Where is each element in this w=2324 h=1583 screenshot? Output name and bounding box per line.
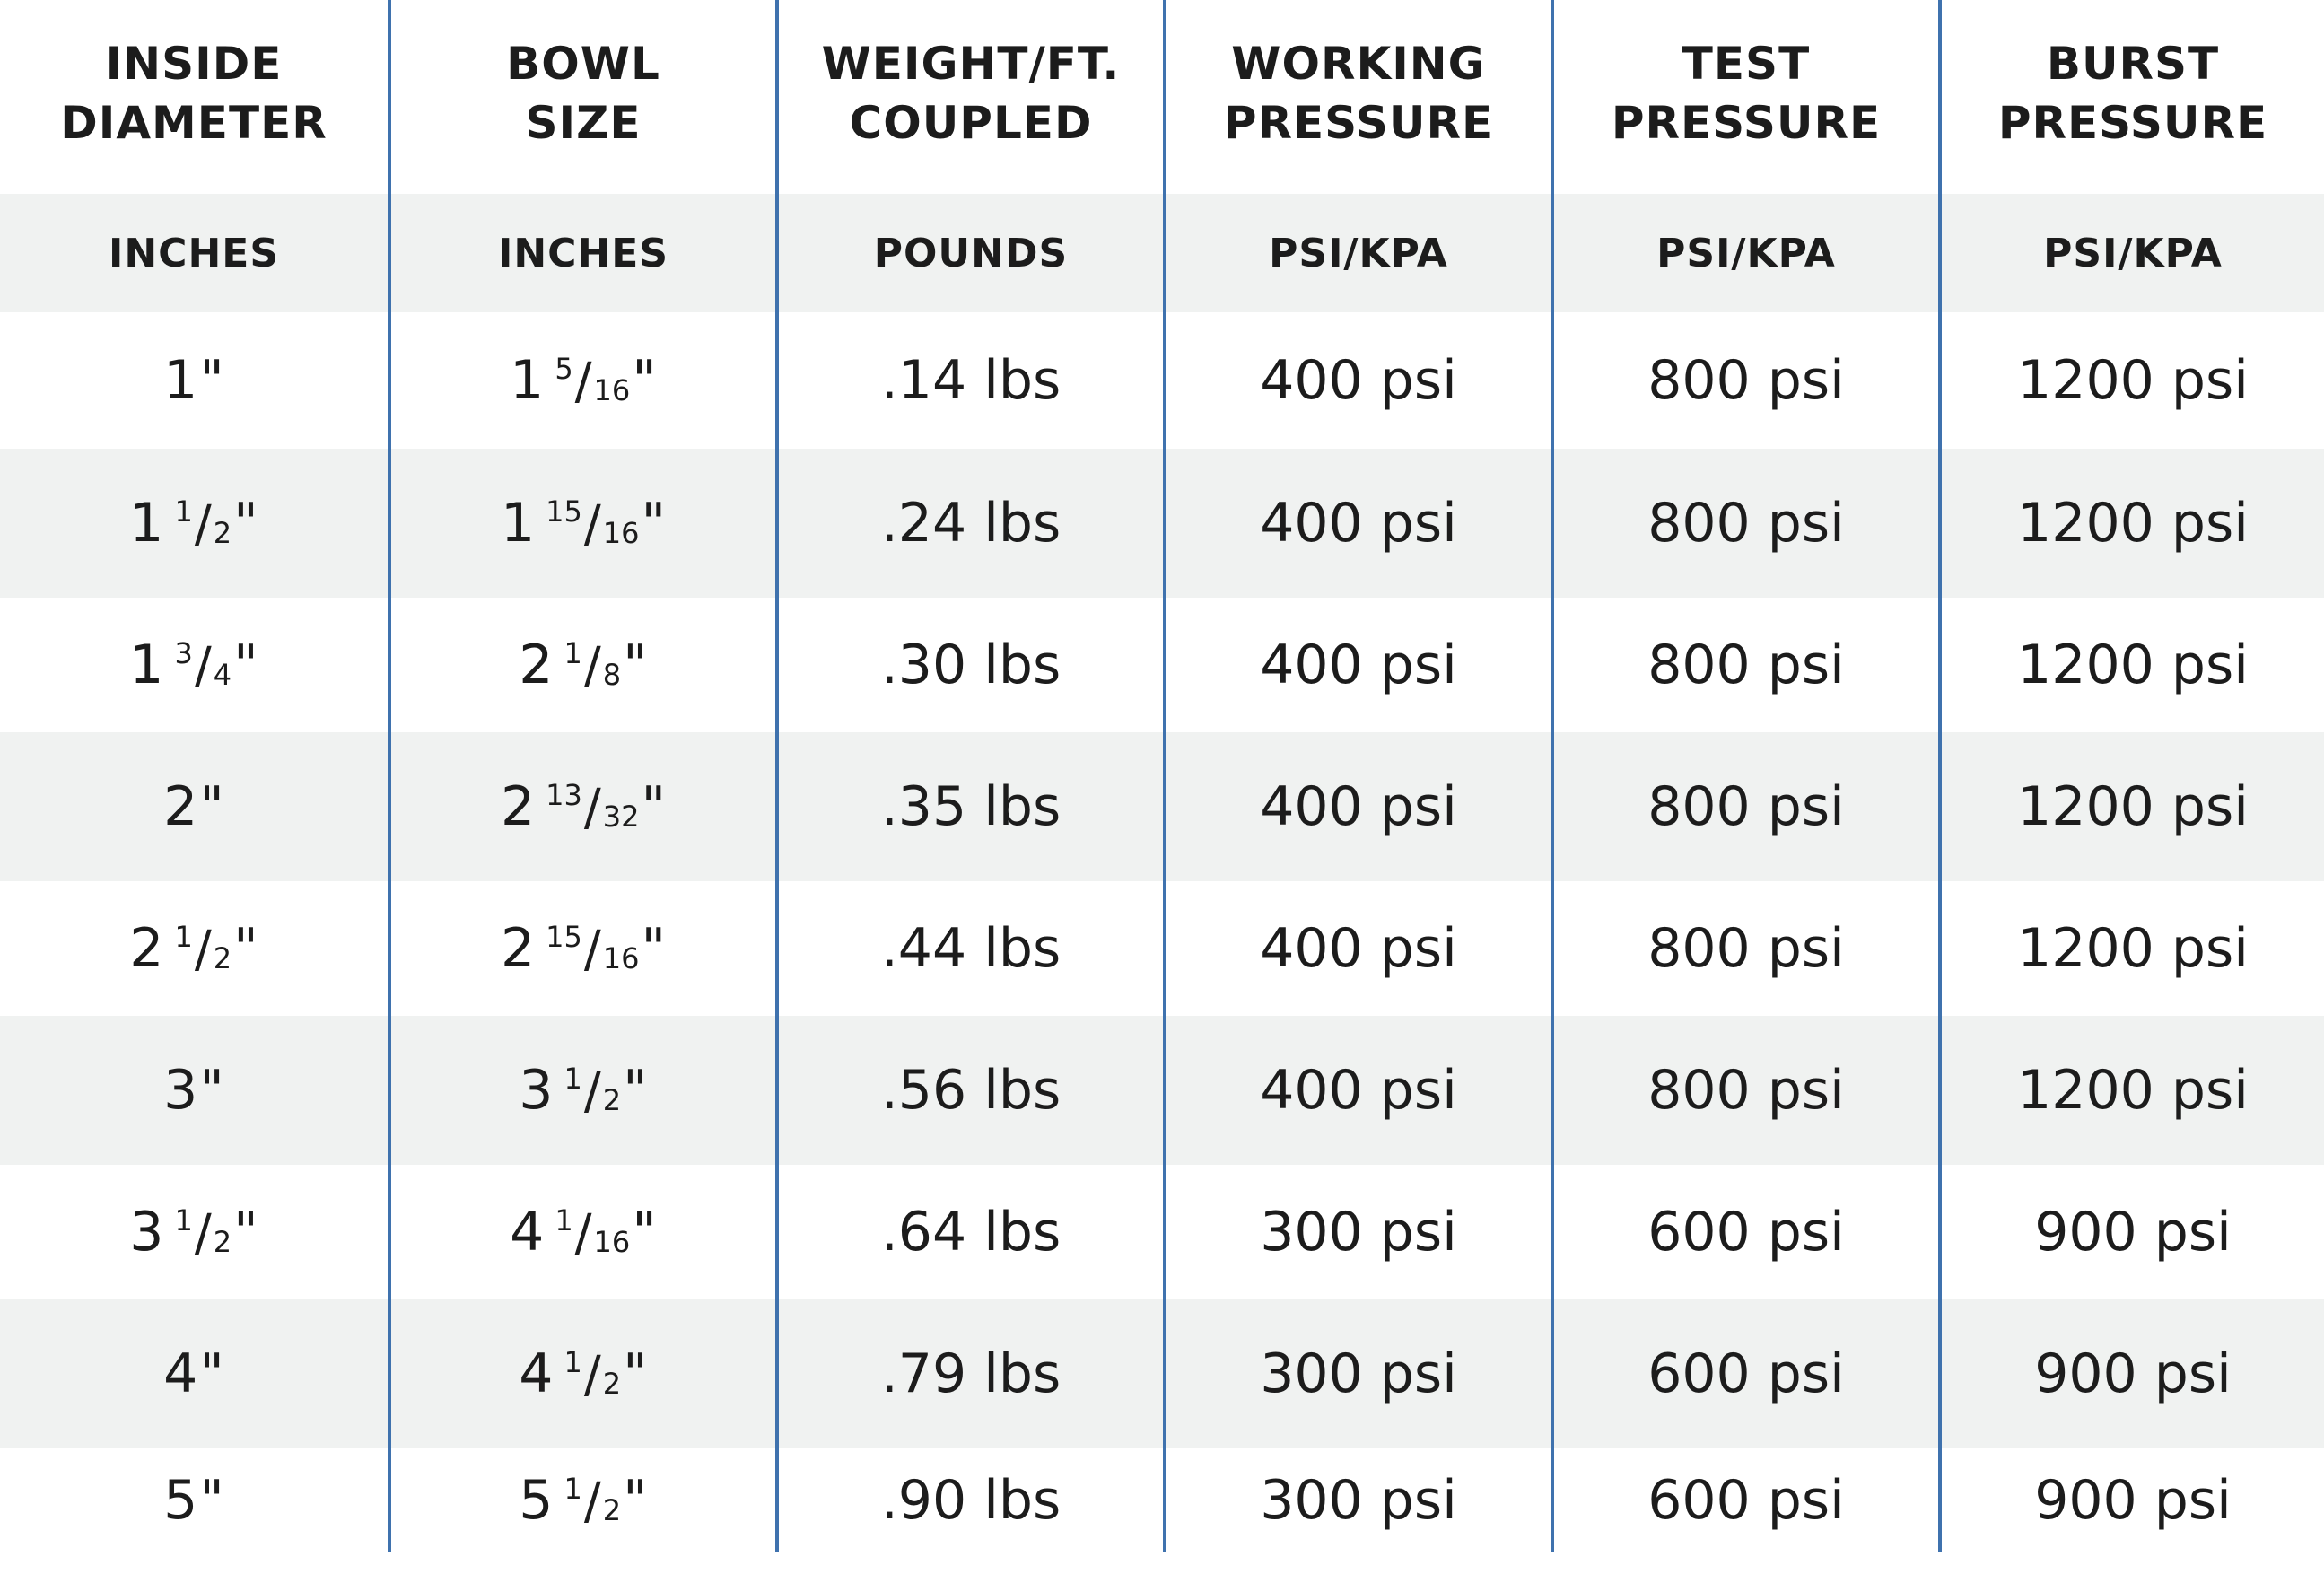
whole-number: 2 — [519, 634, 554, 696]
whole-number: 2 — [500, 917, 536, 980]
inch-mark: " — [623, 634, 648, 696]
header-weight-per-ft: WEIGHT/FT. COUPLED — [775, 0, 1163, 194]
cell-bowl-size — [388, 1016, 775, 1165]
cell-burst-pressure: 1200 psi — [1938, 732, 2324, 881]
cell-test-pressure: 600 psi — [1551, 1165, 1938, 1299]
whole-number: 1 — [163, 349, 198, 412]
whole-number: 5 — [519, 1469, 554, 1532]
cell-burst-pressure: 1200 psi — [1938, 449, 2324, 598]
fraction — [564, 634, 621, 696]
cell-bowl-size — [388, 1299, 775, 1448]
fraction-slash: / — [194, 495, 212, 554]
fraction-denominator: 2 — [602, 1493, 622, 1527]
whole-number: 3 — [129, 1201, 164, 1264]
whole-number: 4 — [163, 1342, 198, 1405]
fraction-slash: / — [583, 495, 601, 554]
cell-inside-diameter — [0, 1165, 388, 1299]
cell-weight: .24 lbs — [775, 449, 1163, 598]
cell-burst-pressure: 1200 psi — [1938, 312, 2324, 449]
inch-mark: " — [199, 1059, 224, 1122]
inch-mark: " — [233, 492, 258, 555]
unit-test-pressure: PSI/KPA — [1551, 194, 1938, 312]
unit-bowl-size: INCHES — [388, 194, 775, 312]
cell-test-pressure: 600 psi — [1551, 1299, 1938, 1448]
cell-burst-pressure: 900 psi — [1938, 1448, 2324, 1552]
fraction-numerator: 1 — [564, 1345, 582, 1379]
cell-working-pressure: 400 psi — [1163, 881, 1551, 1016]
inch-mark: " — [623, 1342, 648, 1405]
fraction-denominator: 32 — [602, 800, 640, 834]
whole-number: 1 — [510, 349, 545, 412]
cell-inside-diameter — [0, 881, 388, 1016]
fraction-numerator: 3 — [174, 636, 193, 670]
fraction-slash: / — [583, 779, 601, 837]
cell-inside-diameter — [0, 449, 388, 598]
fraction-denominator: 2 — [602, 1083, 622, 1117]
cell-test-pressure: 800 psi — [1551, 881, 1938, 1016]
fraction — [555, 1201, 630, 1264]
header-bowl-size: BOWL SIZE — [388, 0, 775, 194]
cell-burst-pressure: 900 psi — [1938, 1299, 2324, 1448]
header-inside-diameter: INSIDE DIAMETER — [60, 38, 328, 149]
cell-weight: .14 lbs — [775, 312, 1163, 449]
cell-working-pressure: 400 psi — [1163, 449, 1551, 598]
fraction-slash: / — [574, 1204, 592, 1263]
inch-mark: " — [641, 917, 667, 980]
unit-burst-pressure: PSI/KPA — [1938, 194, 2324, 312]
cell-test-pressure: 800 psi — [1551, 1016, 1938, 1165]
cell-inside-diameter — [0, 1299, 388, 1448]
cell-burst-pressure: 1200 psi — [1938, 598, 2324, 732]
unit-weight: POUNDS — [775, 194, 1163, 312]
cell-weight: .90 lbs — [775, 1448, 1163, 1552]
cell-inside-diameter — [0, 312, 388, 449]
fraction — [555, 349, 630, 412]
inch-mark: " — [623, 1059, 648, 1122]
cell-working-pressure: 300 psi — [1163, 1299, 1551, 1448]
fraction-slash: / — [583, 1346, 601, 1404]
header-test-pressure: TEST PRESSURE — [1551, 0, 1938, 194]
inch-mark: " — [641, 492, 667, 555]
fraction-slash: / — [194, 1204, 212, 1263]
inch-mark: " — [632, 349, 657, 412]
fraction — [174, 492, 232, 555]
fraction-slash: / — [574, 353, 592, 411]
whole-number: 1 — [129, 492, 164, 555]
inch-mark: " — [233, 1201, 258, 1264]
fraction-denominator: 2 — [213, 941, 232, 975]
cell-bowl-size — [388, 312, 775, 449]
cell-weight: .79 lbs — [775, 1299, 1163, 1448]
inch-mark: " — [233, 917, 258, 980]
cell-bowl-size — [388, 1165, 775, 1299]
fraction — [546, 775, 639, 838]
fraction-denominator: 16 — [602, 516, 640, 550]
fraction-denominator: 16 — [593, 1225, 631, 1259]
whole-number: 3 — [519, 1059, 554, 1122]
inch-mark: " — [199, 775, 224, 838]
cell-bowl-size — [388, 1448, 775, 1552]
fraction-denominator: 16 — [602, 941, 640, 975]
fraction-numerator: 1 — [564, 1472, 582, 1506]
cell-weight: .56 lbs — [775, 1016, 1163, 1165]
cell-weight: .44 lbs — [775, 881, 1163, 1016]
inch-mark: " — [199, 349, 224, 412]
fraction — [564, 1342, 621, 1405]
whole-number: 5 — [163, 1469, 198, 1532]
whole-number: 2 — [163, 775, 198, 838]
inch-mark: " — [199, 1342, 224, 1405]
cell-test-pressure: 800 psi — [1551, 312, 1938, 449]
cell-inside-diameter — [0, 1448, 388, 1552]
cell-working-pressure: 400 psi — [1163, 1016, 1551, 1165]
cell-inside-diameter — [0, 598, 388, 732]
fraction-denominator: 8 — [602, 658, 622, 692]
fraction — [174, 917, 232, 980]
header-working-pressure: WORKING PRESSURE — [1163, 0, 1551, 194]
cell-working-pressure: 400 psi — [1163, 598, 1551, 732]
cell-bowl-size — [388, 881, 775, 1016]
whole-number: 1 — [500, 492, 536, 555]
fraction — [564, 1469, 621, 1532]
fraction-numerator: 1 — [174, 920, 193, 954]
fraction-slash: / — [194, 921, 212, 979]
inch-mark: " — [641, 775, 667, 838]
fraction-numerator: 1 — [564, 636, 582, 670]
fraction — [174, 1201, 232, 1264]
fraction-slash: / — [194, 637, 212, 695]
unit-inside-diameter: INCHES — [0, 194, 388, 312]
fraction-numerator: 1 — [174, 494, 193, 529]
cell-working-pressure: 300 psi — [1163, 1165, 1551, 1299]
fraction-slash: / — [583, 1063, 601, 1121]
cell-working-pressure: 300 psi — [1163, 1448, 1551, 1552]
fraction-slash: / — [583, 1473, 601, 1531]
fraction — [174, 634, 232, 696]
cell-inside-diameter — [0, 1016, 388, 1165]
fraction — [564, 1059, 621, 1122]
unit-working-pressure: PSI/KPA — [1163, 194, 1551, 312]
whole-number: 3 — [163, 1059, 198, 1122]
cell-test-pressure: 800 psi — [1551, 598, 1938, 732]
whole-number: 4 — [510, 1201, 545, 1264]
fraction-numerator: 15 — [546, 494, 582, 529]
fraction — [546, 917, 639, 980]
fraction-denominator: 4 — [213, 658, 232, 692]
cell-weight: .64 lbs — [775, 1165, 1163, 1299]
cell-working-pressure: 400 psi — [1163, 312, 1551, 449]
fraction-slash: / — [583, 637, 601, 695]
fraction — [546, 492, 639, 555]
cell-bowl-size — [388, 732, 775, 881]
inch-mark: " — [632, 1201, 657, 1264]
cell-bowl-size — [388, 598, 775, 732]
cell-burst-pressure: 900 psi — [1938, 1165, 2324, 1299]
cell-working-pressure: 400 psi — [1163, 732, 1551, 881]
inch-mark: " — [199, 1469, 224, 1532]
header-burst-pressure: BURST PRESSURE — [1938, 0, 2324, 194]
fraction-numerator: 1 — [174, 1203, 193, 1238]
fraction-denominator: 2 — [602, 1367, 622, 1401]
fraction-denominator: 2 — [213, 1225, 232, 1259]
fraction-denominator: 16 — [593, 373, 631, 407]
cell-test-pressure: 800 psi — [1551, 732, 1938, 881]
cell-weight: .35 lbs — [775, 732, 1163, 881]
fraction-numerator: 1 — [555, 1203, 573, 1238]
cell-test-pressure: 600 psi — [1551, 1448, 1938, 1552]
fraction-numerator: 5 — [555, 352, 573, 386]
cell-weight: .30 lbs — [775, 598, 1163, 732]
whole-number: 1 — [129, 634, 164, 696]
fraction-slash: / — [583, 921, 601, 979]
inch-mark: " — [233, 634, 258, 696]
whole-number: 2 — [500, 775, 536, 838]
whole-number: 4 — [519, 1342, 554, 1405]
cell-bowl-size — [388, 449, 775, 598]
fraction-denominator: 2 — [213, 516, 232, 550]
cell-burst-pressure: 1200 psi — [1938, 1016, 2324, 1165]
whole-number: 2 — [129, 917, 164, 980]
inch-mark: " — [623, 1469, 648, 1532]
fraction-numerator: 13 — [546, 778, 582, 812]
cell-burst-pressure: 1200 psi — [1938, 881, 2324, 1016]
fraction-numerator: 1 — [564, 1062, 582, 1096]
cell-inside-diameter — [0, 732, 388, 881]
cell-test-pressure: 800 psi — [1551, 449, 1938, 598]
fraction-numerator: 15 — [546, 920, 582, 954]
